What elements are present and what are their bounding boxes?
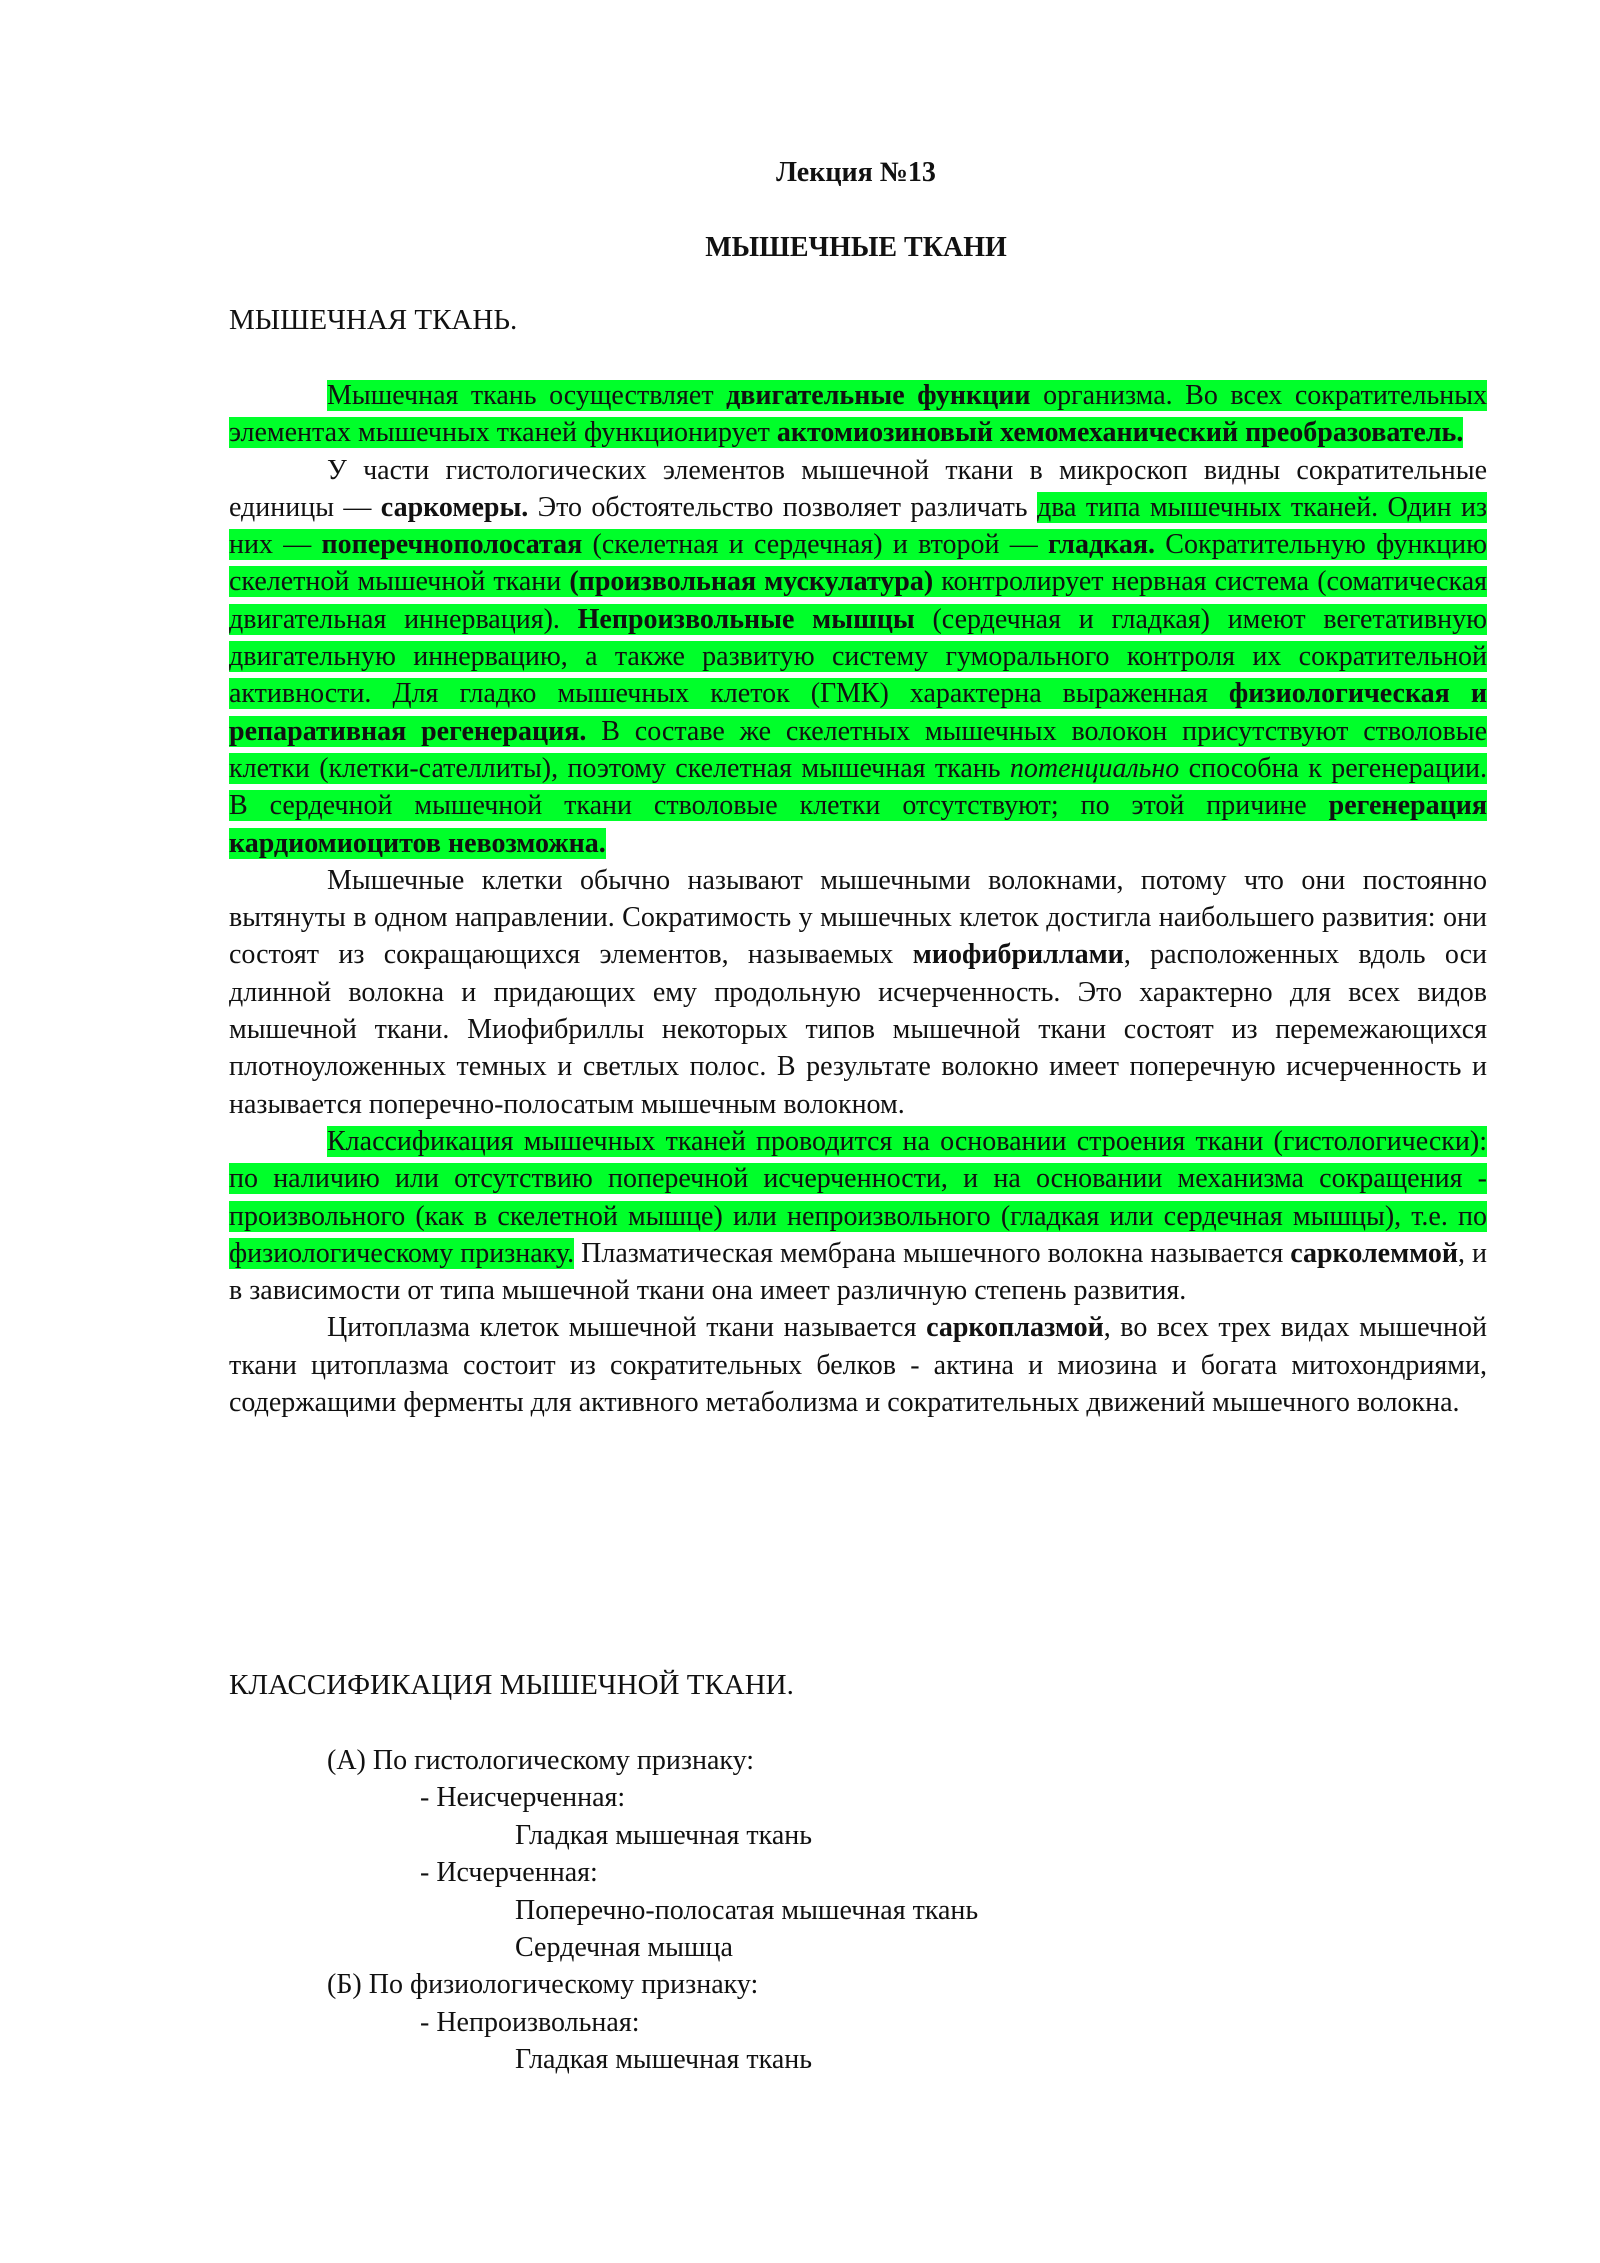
document-body [229, 377, 1487, 1421]
list-item: Поперечно-полосатая мышечная ткань [515, 1894, 979, 1926]
section-heading-classification: КЛАССИФИКАЦИЯ МЫШЕЧНОЙ ТКАНИ. [229, 1669, 794, 1701]
bold-term: гладкая. [1048, 529, 1156, 561]
highlight: два типа мышечных тканей. Один из них — поперечнополосатая (скелетная и сердечная) и второй — гладкая. Сократительную функцию скелетной мышечной ткани (произвольная мускулатура) контролирует нервная система (соматическая двигательная иннервация). Непроизвольные мышцы (сердечная и гладкая) имеют вегетативную двигательную иннервацию, а также развитую систему гуморального контроля их сократительной активности. Для гладко мышечных клеток (ГМК) характерна выраженная физиологическая и репаративная регенерация. В составе же скелетных мышечных волокон присутствуют стволовые клетки (клетки-сателлиты), поэтому скелетная мышечная ткань потенциально способна к регенерации. В сердечной мышечной ткани стволовые клетки отсутствуют; по этой причине регенерация кардиомиоцитов невозможна. [229, 491, 1488, 859]
paragraph-4: Классификация мышечных тканей проводится на основании строения ткани (гистологически): по наличию или отсутствию поперечной исчерченности, и на основании механизма сокращения - произвольного (как в скелетной мышце) или непроизвольного (гладкая или сердечная мышцы), т.е. по физиологическому признаку. Плазматическая мембрана мышечного волокна называется сарколеммой, и в зависимости от типа мышечной ткани она имеет различную степень развития. [229, 1125, 1487, 1307]
bold-term: саркоплазмой [926, 1312, 1104, 1344]
classification-list [0, 1742, 978, 2079]
paragraph-1 [229, 377, 1487, 452]
bold-term: физиологическая и репаративная регенерация. [229, 678, 1487, 747]
highlight: Классификация мышечных тканей проводится на основании строения ткани (гистологически): по наличию или отсутствию поперечной исчерченности, и на основании механизма сокращения - произвольного (как в скелетной мышце) или непроизвольного (гладкая или сердечная мышцы), т.е. по физиологическому признаку. [229, 1125, 1487, 1269]
bold-term: регенерация кардиомиоцитов невозможна. [229, 790, 1487, 859]
paragraph-2: У части гистологических элементов мышечной ткани в микроскоп видны сократительные единицы — саркомеры. Это обстоятельство позволяет различать два типа мышечных тканей. Один из них — поперечнополосатая (скелетная и сердечная) и второй — гладкая. Сократительную функцию скелетной мышечной ткани (произвольная мускулатура) контролирует нервная система (соматическая двигательная иннервация). Непроизвольные мышцы (сердечная и гладкая) имеют вегетативную двигательную иннервацию, а также развитую систему гуморального контроля их сократительной активности. Для гладко мышечных клеток (ГМК) характерна выраженная физиологическая и репаративная регенерация. В составе же скелетных мышечных волокон присутствуют стволовые клетки (клетки-сателлиты), поэтому скелетная мышечная ткань потенциально способна к регенерации. В сердечной мышечной ткани стволовые клетки отсутствуют; по этой причине регенерация кардиомиоцитов невозможна. [229, 454, 1488, 859]
lecture-number: Лекция №13 [776, 157, 936, 188]
paragraph-5: Цитоплазма клеток мышечной ткани называется саркоплазмой, во всех трех видах мышечной ткани цитоплазма состоит из сократительных белков - актина и миозина и богата митохондриями, содержащими ферменты для активного метаболизма и сократительных движений мышечного волокна. [229, 1312, 1487, 1419]
list-item: - Непроизвольная: [420, 2006, 640, 2038]
bold-term: сарколеммой [1290, 1237, 1458, 1269]
bold-term: саркомеры. [380, 491, 529, 523]
list-item: (А) По гистологическому признаку: [327, 1745, 754, 1776]
bold-term: Непроизвольные мышцы [577, 603, 915, 635]
italic-term: потенциально [1009, 752, 1180, 784]
bold-term: миофибриллами [912, 939, 1124, 971]
highlight: Мышечная ткань осуществляет двигательные функции организма. Во всех сократительных элементах мышечных тканей функционирует актомиозиновый хемомеханический преобразователь. [229, 380, 1488, 449]
section-heading-muscle-tissue: МЫШЕЧНАЯ ТКАНЬ. [229, 304, 518, 336]
bold-term: актомиозиновый хемомеханический преобразователь. [776, 417, 1464, 449]
list-item: - Исчерченная: [420, 1857, 598, 1889]
page-title: МЫШЕЧНЫЕ ТКАНИ [705, 232, 1007, 263]
bold-term: двигательные функции [726, 380, 1031, 411]
paragraph-3: Мышечные клетки обычно называют мышечными волокнами, потому что они постоянно вытянуты в одном направлении. Сократимость у мышечных клеток достигла наибольшего развития: они состоят из сокращающихся элементов, называемых миофибриллами, расположенных вдоль оси длинной волокна и придающих ему продольную исчерченность. Это характерно для всех видов мышечной ткани. Миофибриллы некоторых типов мышечной ткани состоят из перемежающихся плотноуложенных темных и светлых полос. В результате волокно имеет поперечную исчерченность и называется поперечно-полосатым мышечным волокном. [229, 864, 1487, 1120]
list-item: (Б) По физиологическому признаку: [327, 1969, 759, 2001]
list-item: Сердечная мышца [515, 1932, 733, 1964]
list-item: Гладкая мышечная ткань [515, 1819, 813, 1851]
bold-term: (произвольная мускулатура) [569, 566, 934, 598]
bold-term: поперечнополосатая [321, 529, 583, 561]
list-item: Гладкая мышечная ткань [515, 2044, 813, 2076]
list-item: - Неисчерченная: [420, 1782, 626, 1814]
